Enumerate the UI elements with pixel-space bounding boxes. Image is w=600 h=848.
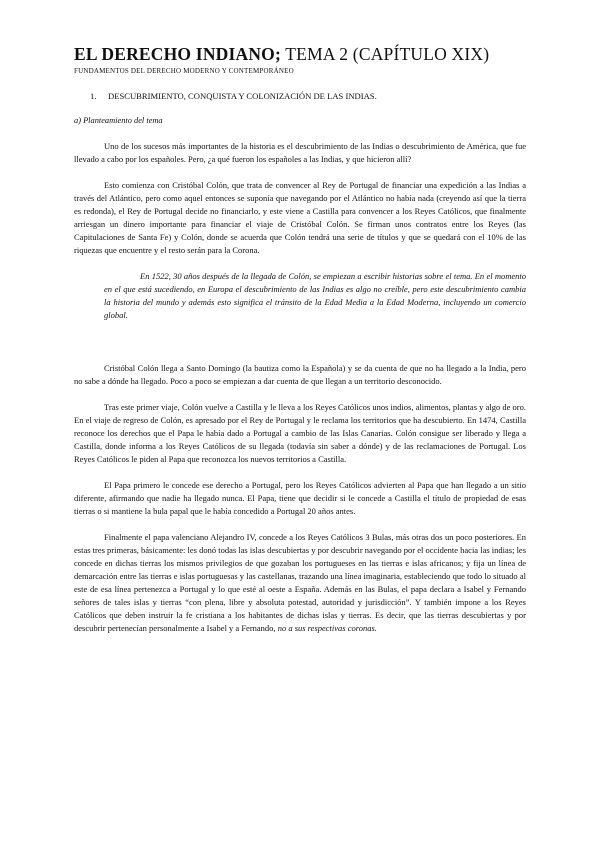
document-title xyxy=(74,44,526,65)
title-rest: TEMA 2 (CAPÍTULO XIX) xyxy=(281,44,490,64)
document-subtitle: FUNDAMENTOS DEL DERECHO MODERNO Y CONTEMPORÁNEO xyxy=(74,67,294,75)
paragraph-6-text: Finalmente el papa valenciano Alejandro IV, concede a los Reyes Católicos 3 Bulas, más otras dos un poco posteriores. En estas tres primeras, básicamente: les donó todas las islas descubiertas y por descubrir navegando por el occidente hacia las indias; les concede en dichas tierras los mismos privilegios de que gozaban los portugueses en las tierras e islas africanos; y fija un línea de demarcación entre las tierras e islas portuguesas y las castellanas, trazando una línea imaginaria, estableciendo que todo lo situado al este de esa línea pertenezca a Portugal y lo que esté al oeste a España. Además en las Bulas, el papa declara a Isabel y Fernando señores de tales islas y tierras “con plena, libre y absoluta potestad, autoridad y jurisdicción”. Y también impone a los Reyes Católicos que deben instruir la fe cristiana a los habitantes de dichas islas y tierras. Es decir, que las tierras descubiertas y por descubrir pertenecían personalmente a Isabel y a Fernando, xyxy=(74,532,527,633)
subsection-heading: a) Planteamiento del tema xyxy=(74,116,163,125)
paragraph-4: Tras este primer viaje, Colón vuelve a Castilla y le lleva a los Reyes Católicos unos indios, alimentos, plantas y algo de oro. En el viaje de regreso de Colón, es apresado por el Rey de Portugal y le reclama los territorios que ha descubierto. En 1474, Castilla reconoce los derechos que el Papa le había dado a Portugal a cambio de las Islas Canarias. Colón consigue ser liberado y llega a Castilla, donde informa a los Reyes Católicos de su llegada (todavía sin saber a dónde) y de las reclamaciones de Portugal. Los Reyes Católicos le piden al Papa que reconozca los nuevos territorios a Castilla. xyxy=(74,402,526,464)
paragraph-2: Esto comienza con Cristóbal Colón, que trata de convencer al Rey de Portugal de financiar una expedición a las Indias a través del Atlántico, pero como aquel entonces se suponía que navegando por el Atlántico no había nada (creyendo así que la tierra es redonda), el Rey de Portugal decide no financiarlo, y este viene a Castilla para convencer a los Reyes Católicos, que finalmente arriesgan un dinero importante para financiar el viaje de Cristóbal Colón. Se firman unos contratos entre los Reyes (las Capitulaciones de Santa Fe) y Colón, donde se acuerda que Colón tendrá una serie de títulos y que se quedará con el 10% de las riquezas que encuentre y el resto serán para la Corona. xyxy=(74,180,526,255)
title-main: EL DERECHO INDIANO; xyxy=(74,44,282,64)
paragraph-6-tail: no a sus respectivas coronas. xyxy=(275,623,377,633)
paragraph-3: Cristóbal Colón llega a Santo Domingo (la bautiza como la Española) y se da cuenta de que no ha llegado a la India, pero no sabe a dónde ha llegado. Poco a poco se empiezan a dar cuenta de que llegan a un territorio desconocido. xyxy=(74,363,526,386)
section-label: DESCUBRIMIENTO, CONQUISTA Y COLONIZACIÓN DE LAS INDIAS. xyxy=(108,91,377,101)
paragraph-6 xyxy=(74,531,526,635)
paragraph-5: El Papa primero le concede ese derecho a Portugal, pero los Reyes Católicos advierten al Papa que han llegado a un sitio diferente, afirmando que nadie ha llegado nunca. El Papa, tiene que decidir si le concede a Castilla el título de propiedad de esas tierras o si mantiene la bula papal que le había concedido a Portugal 20 años antes. xyxy=(74,480,526,516)
section-number: 1. xyxy=(90,91,97,101)
quote-paragraph: En 1522, 30 años después de la llegada de Colón, se empiezan a escribir historias sobre el tema. En el momento en el que está sucediendo, en Europa el descubrimiento de las Indias es algo no creíble, pero este descubrimiento cambia la historia del mundo y además esto significa el tránsito de la Edad Media a la Edad Moderna, incluyendo un comercio global. xyxy=(104,271,526,320)
section-heading xyxy=(90,91,526,101)
paragraph-1: Uno de los sucesos más importantes de la historia es el descubrimiento de las Indias o descubrimiento de América, que fue llevado a cabo por los españoles. Pero, ¿a qué fueron los españoles a las Indias, y que hicieron allí? xyxy=(74,141,526,164)
